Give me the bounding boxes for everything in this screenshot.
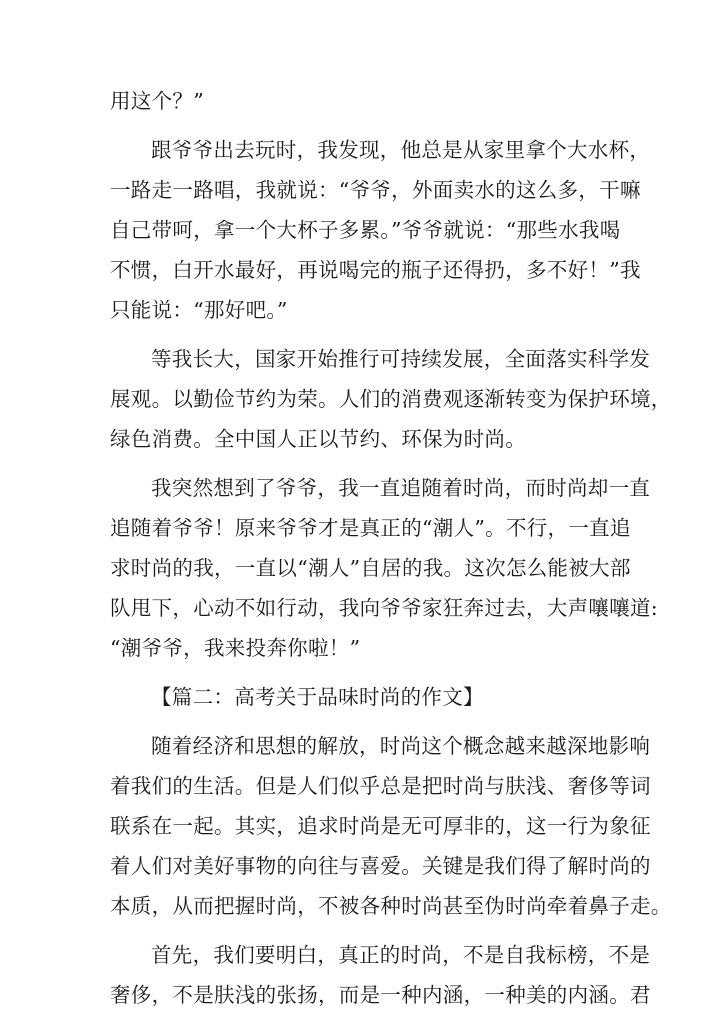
text-line: 只能说：“那好吧。” (110, 298, 288, 322)
text-line: 求时尚的我，一直以“潮人”自居的我。这次怎么能被大部 (110, 556, 631, 580)
paragraph-start-line: 首先，我们要明白，真正的时尚，不是自我标榜，不是 (151, 943, 651, 967)
text-line: 队甩下，心动不如行动，我向爷爷家狂奔过去，大声嚷嚷道: (110, 596, 659, 620)
section-heading: 【篇二：高考关于品味时尚的作文】 (151, 685, 484, 709)
paragraph-start-line: 我突然想到了爷爷，我一直追随着时尚，而时尚却一直 (151, 476, 651, 500)
text-line: 绿色消费。全中国人正以节约、环保为时尚。 (110, 427, 526, 451)
text-line: 不惯，白开水最好，再说喝完的瓶子还得扔，多不好！”我 (110, 258, 641, 282)
text-line: 奢侈，不是肤浅的张扬，而是一种内涵，一种美的内涵。君 (110, 983, 651, 1007)
text-line: 自己带呵，拿一个大杯子多累。”爷爷就说：“那些水我喝 (110, 218, 621, 242)
text-line: “潮爷爷，我来投奔你啦！” (110, 636, 361, 660)
paragraph-start-line: 等我长大，国家开始推行可持续发展，全面落实科学发 (151, 347, 651, 371)
text-line: 用这个？” (110, 89, 204, 113)
text-line: 一路走一路唱，我就说：“爷爷，外面卖水的这么多，干嘛 (110, 178, 641, 202)
text-line: 联系在一起。其实，追求时尚是无可厚非的，这一行为象征 (110, 814, 651, 838)
paragraph-start-line: 随着经济和思想的解放，时尚这个概念越来越深地影响 (151, 734, 651, 758)
text-line: 着我们的生活。但是人们似乎总是把时尚与肤浅、奢侈等词 (110, 774, 651, 798)
text-line: 展观。以勤俭节约为荣。人们的消费观逐渐转变为保护环境， (110, 387, 672, 411)
paragraph-start-line: 跟爷爷出去玩时，我发现，他总是从家里拿个大水杯， (151, 138, 651, 162)
text-line: 追随着爷爷！原来爷爷才是真正的“潮人”。不行，一直追 (110, 516, 631, 540)
text-line: 着人们对美好事物的向往与喜爱。关键是我们得了解时尚的 (110, 854, 651, 878)
text-line: 本质，从而把握时尚，不被各种时尚甚至伪时尚牵着鼻子走。 (110, 894, 672, 918)
